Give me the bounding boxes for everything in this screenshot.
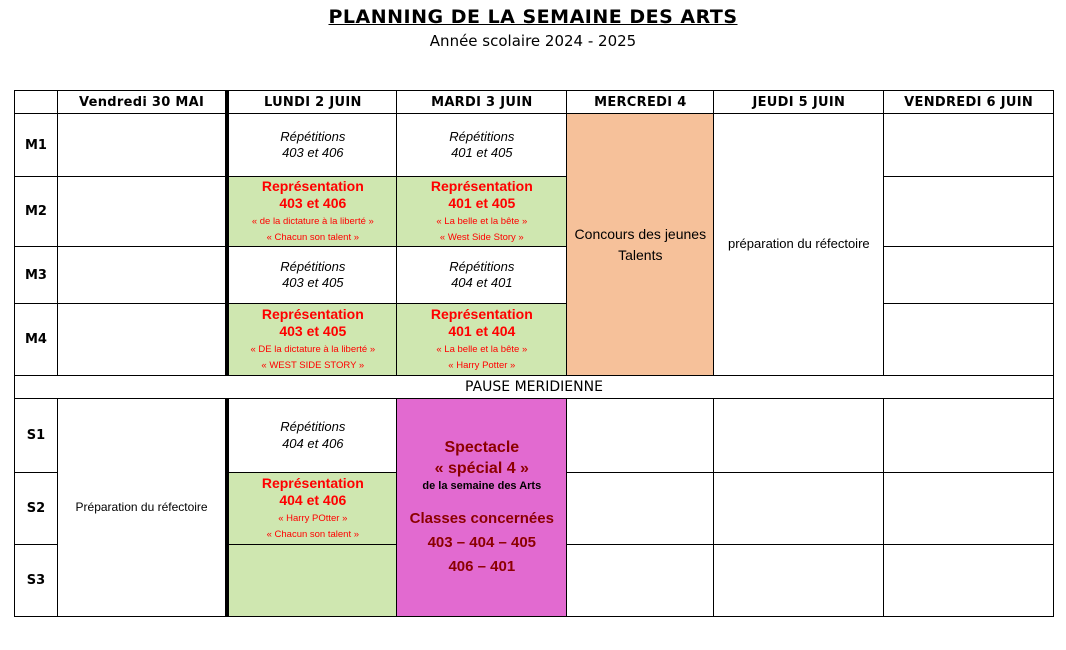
s2-lundi-title: Représentation: [261, 474, 364, 491]
cell-s3-lundi: [227, 545, 397, 617]
planning-table: [14, 90, 1054, 617]
slot-label-s1: S1: [15, 399, 58, 473]
table-row-s1: [15, 399, 1054, 473]
table-row-m2: [15, 177, 1054, 247]
cell-m3-mardi: [397, 247, 567, 304]
cell-m2-vendredi6: [884, 177, 1054, 247]
header-day-mercredi-4: MERCREDI 4: [567, 91, 714, 114]
spectacle-title-2: « spécial 4 »: [434, 459, 529, 477]
cell-mercredi-matin-concours: [567, 114, 714, 376]
spectacle-subtitle: de la semaine des Arts: [422, 480, 542, 493]
spectacle-classes-line-2: 406 – 401: [448, 557, 516, 575]
cell-m4-lundi-representation: [227, 304, 397, 376]
cell-s2-vendredi6: [884, 473, 1054, 545]
s2-lundi-show-1: « Harry POtter »: [278, 512, 348, 524]
cell-m1-lundi-classes: 403 et 406: [282, 145, 344, 160]
page-title: PLANNING DE LA SEMAINE DES ARTS: [328, 6, 738, 28]
table-row-m4: [15, 304, 1054, 376]
cell-m4-mardi-representation: [397, 304, 567, 376]
page-subtitle: Année scolaire 2024 - 2025: [429, 32, 637, 50]
table-row-m1: [15, 114, 1054, 177]
s2-lundi-classes: 404 et 406: [279, 492, 347, 509]
spectacle-classes-line-1: 403 – 404 – 405: [427, 533, 537, 551]
cell-m3-mardi-activity: Répétitions: [449, 258, 515, 274]
cell-m1-lundi-activity: Répétitions: [280, 128, 346, 144]
header-day-vendredi-6-juin: VENDREDI 6 JUIN: [884, 91, 1054, 114]
m4-mardi-title: Représentation: [430, 305, 533, 322]
slot-label-m3: M3: [15, 247, 58, 304]
m2-mardi-show-2: « West Side Story »: [439, 232, 524, 243]
cell-m3-lundi-activity: Répétitions: [280, 258, 346, 274]
cell-m1-vendredi6: [884, 114, 1054, 177]
m2-mardi-title: Représentation: [430, 177, 533, 194]
cell-m1-vendredi30: [57, 114, 227, 177]
cell-s1-lundi-activity: Répétitions: [280, 419, 346, 435]
slot-label-m4: M4: [15, 304, 58, 376]
cell-s1-vendredi6: [884, 399, 1054, 473]
cell-s3-jeudi: [714, 545, 884, 617]
m2-lundi-show-2: « Chacun son talent »: [266, 232, 360, 243]
cell-m2-mardi-representation: [397, 177, 567, 247]
spectacle-classes-label: Classes concernées: [409, 510, 554, 528]
table-body: [15, 114, 1054, 617]
m2-mardi-classes: 401 et 405: [448, 195, 516, 212]
table-header: [15, 91, 1054, 114]
s2-lundi-show-2: « Chacun son talent »: [266, 529, 360, 540]
cell-m2-vendredi30: [57, 177, 227, 247]
spectacle-title: Spectacle: [444, 438, 520, 456]
jeudi-preparation-label: préparation du réfectoire: [727, 236, 870, 252]
m4-lundi-classes: 403 et 405: [279, 323, 347, 340]
vendredi30-preparation-label: Préparation du réfectoire: [75, 500, 208, 514]
m2-lundi-show-1: « de la dictature à la liberté »: [251, 215, 374, 227]
concours-label: Concours des jeunes Talents: [574, 225, 707, 263]
cell-m3-lundi: [227, 247, 397, 304]
cell-s1-lundi-classes: 404 et 406: [282, 435, 344, 451]
cell-s2-lundi-representation: [227, 473, 397, 545]
slot-label-s3: S3: [15, 545, 58, 617]
m2-mardi-show-1: « La belle et la bête »: [436, 215, 528, 227]
table-row-pause: [15, 376, 1054, 399]
m2-lundi-classes: 403 et 406: [279, 195, 347, 212]
m4-lundi-show-1: « DE la dictature à la liberté »: [250, 343, 376, 355]
cell-s3-vendredi6: [884, 545, 1054, 617]
title-block: [0, 0, 1066, 50]
cell-m1-lundi: [227, 114, 397, 177]
pause-meridienne-label: PAUSE MERIDIENNE: [15, 376, 1054, 399]
m2-lundi-title: Représentation: [261, 177, 364, 194]
cell-mardi-apresmidi-spectacle: [397, 399, 567, 617]
cell-m1-mardi-classes: 401 et 405: [451, 145, 513, 160]
cell-m4-vendredi6: [884, 304, 1054, 376]
cell-m4-vendredi30: [57, 304, 227, 376]
m4-lundi-show-2: « WEST SIDE STORY »: [261, 360, 365, 371]
cell-m1-mardi-activity: Répétitions: [449, 128, 515, 144]
cell-m3-vendredi6: [884, 247, 1054, 304]
header-day-lundi-2-juin: LUNDI 2 JUIN: [227, 91, 397, 114]
cell-jeudi-matin-preparation: [714, 114, 884, 376]
header-day-mardi-3-juin: MARDI 3 JUIN: [397, 91, 567, 114]
cell-m3-lundi-classes: 403 et 405: [282, 275, 344, 290]
cell-s1-mercredi: [567, 399, 714, 473]
header-corner: [15, 91, 58, 114]
cell-m3-vendredi30: [57, 247, 227, 304]
table-row-m3: [15, 247, 1054, 304]
slot-label-m1: M1: [15, 114, 58, 177]
cell-s3-mercredi: [567, 545, 714, 617]
slot-label-s2: S2: [15, 473, 58, 545]
cell-m2-lundi-representation: [227, 177, 397, 247]
m4-mardi-classes: 401 et 404: [448, 323, 516, 340]
slot-label-m2: M2: [15, 177, 58, 247]
cell-s1-jeudi: [714, 399, 884, 473]
cell-m3-mardi-classes: 404 et 401: [451, 275, 513, 290]
cell-s2-mercredi: [567, 473, 714, 545]
m4-lundi-title: Représentation: [261, 305, 364, 322]
header-day-vendredi-30-mai: Vendredi 30 MAI: [57, 91, 227, 114]
cell-s2-jeudi: [714, 473, 884, 545]
m4-mardi-show-2: « Harry Potter »: [448, 360, 516, 371]
cell-m1-mardi: [397, 114, 567, 177]
header-day-jeudi-5-juin: JEUDI 5 JUIN: [714, 91, 884, 114]
m4-mardi-show-1: « La belle et la bête »: [436, 343, 528, 355]
cell-vendredi30-apresmidi: [57, 399, 227, 617]
cell-s1-lundi: [227, 399, 397, 473]
